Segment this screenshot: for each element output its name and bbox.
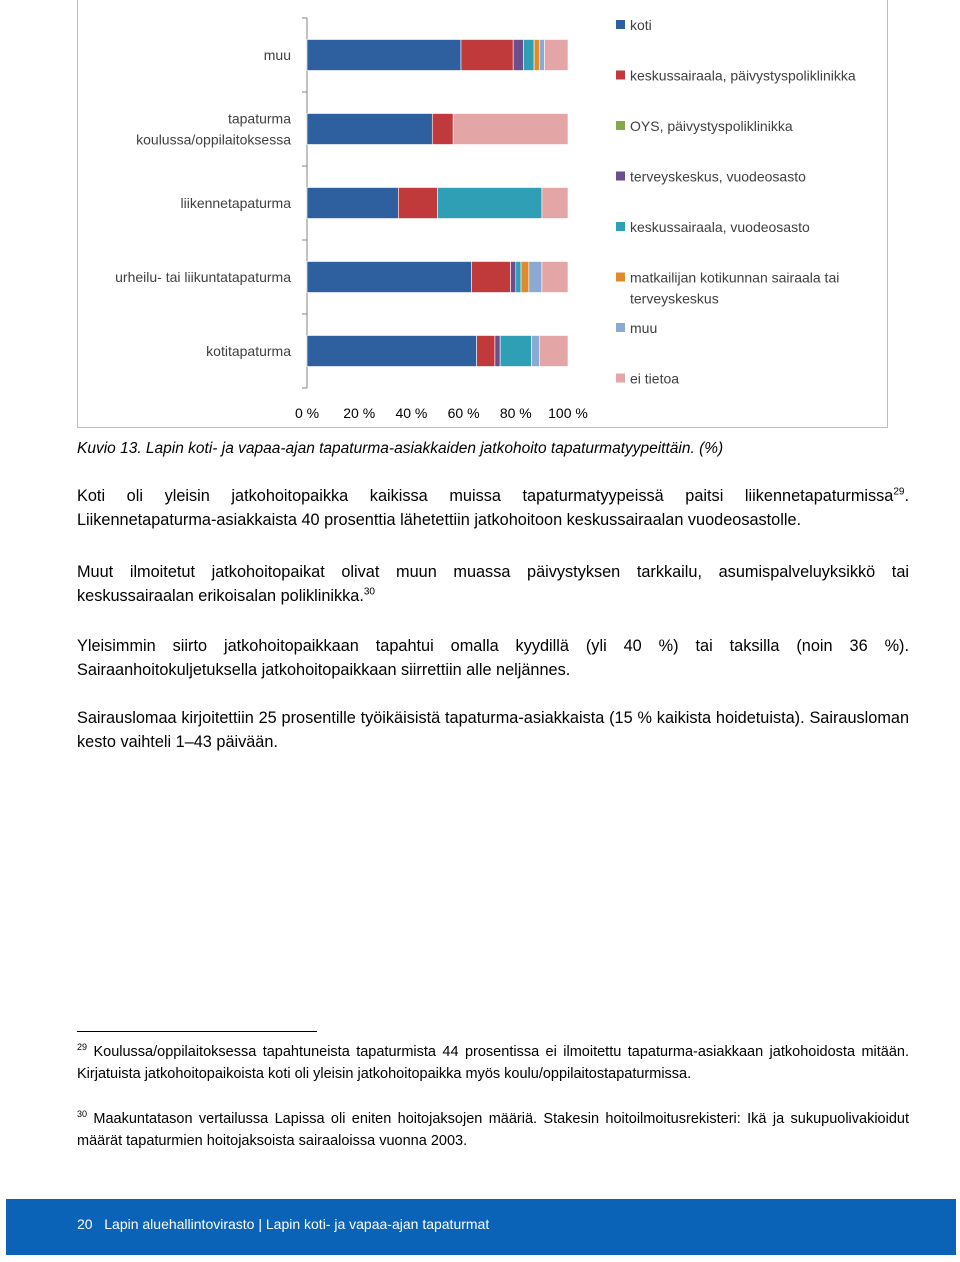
- bar-segment: [461, 40, 513, 71]
- legend-label: matkailijan kotikunnan sairaala tai: [630, 269, 840, 286]
- bar-segment: [534, 40, 539, 71]
- paragraph-1-text-cont: . Liikennetapaturma-asiakkaista 40 prosenttia lähetettiin jatkohoitoon keskussairaalan vuodeosastolle.: [77, 487, 909, 529]
- bar-segment: [539, 336, 568, 367]
- legend-swatch: [616, 273, 625, 282]
- footnote-separator: [77, 1031, 317, 1032]
- x-tick-label: 20 %: [343, 405, 376, 421]
- x-tick-label: 0 %: [294, 405, 320, 421]
- legend-swatch: [616, 222, 625, 231]
- footnote-ref-30: 30: [363, 586, 375, 598]
- bar-segment: [432, 114, 453, 145]
- bar-segment: [398, 188, 437, 219]
- legend-swatch: [616, 172, 625, 181]
- legend-label: keskussairaala, päivystyspoliklinikka: [630, 67, 856, 84]
- category-label: kotitapaturma: [206, 343, 291, 359]
- footnote-29: [77, 1041, 909, 1085]
- footnote-30-number: 30: [77, 1109, 88, 1120]
- category-label: muu: [263, 47, 291, 63]
- legend-swatch: [616, 374, 625, 383]
- bar-segment: [516, 262, 521, 293]
- x-tick-label: 40 %: [395, 405, 428, 421]
- paragraph-4: [77, 706, 909, 754]
- bar-segment: [524, 40, 534, 71]
- bar-segment: [542, 188, 568, 219]
- bar-segment: [438, 188, 542, 219]
- legend-label: terveyskeskus, vuodeosasto: [630, 168, 806, 185]
- bar-segment: [539, 40, 544, 71]
- legend-label: koti: [630, 17, 652, 33]
- bar-segment: [513, 40, 523, 71]
- footnote-29-number: 29: [77, 1042, 88, 1053]
- stacked-bar-chart: [78, 0, 889, 428]
- paragraph-4-text: Sairauslomaa kirjoitettiin 25 prosentille työikäisistä tapaturma-asiakkaista (15 % kaikista hoidetuista). Sairausloman kesto vaihteli 1–43 päivään.: [77, 709, 909, 751]
- footer-title: Lapin aluehallintovirasto | Lapin koti- ja vapaa-ajan tapaturmat: [104, 1216, 490, 1232]
- x-tick-label: 60 %: [447, 405, 480, 421]
- bar-segment: [531, 336, 539, 367]
- footnote-ref-29: 29: [893, 486, 905, 498]
- bar-segment: [521, 262, 529, 293]
- bar-segment: [307, 336, 477, 367]
- bar-segment: [500, 336, 531, 367]
- bar-segment: [529, 262, 542, 293]
- category-label: urheilu- tai liikuntatapaturma: [115, 269, 291, 285]
- chart-frame: [77, 0, 888, 428]
- paragraph-3-text: Yleisimmin siirto jatkohoitopaikkaan tapahtui omalla kyydillä (yli 40 %) tai taksilla (noin 36 %). Sairaanhoitokuljetuksella jatkohoitopaikkaan siirrettiin alle neljännes.: [77, 637, 909, 679]
- paragraph-3: [77, 634, 909, 682]
- paragraph-1: [77, 484, 909, 532]
- bar-segment: [495, 336, 500, 367]
- footnote-29-text: Koulussa/oppilaitoksessa tapahtuneista tapaturmista 44 prosentissa ei ilmoitettu tapaturma-asiakkaan jatkohoidosta mitään. Kirjatuista jatkohoitopaikoista koti oli yleisin jatkohoitopaikka myös koulu/oppilaitostapaturmissa.: [77, 1044, 909, 1082]
- x-tick-label: 80 %: [499, 405, 532, 421]
- legend-label: ei tietoa: [630, 370, 680, 387]
- bar-segment: [307, 40, 461, 71]
- bar-segment: [511, 262, 516, 293]
- figure-caption: Kuvio 13. Lapin koti- ja vapaa-ajan tapaturma-asiakkaiden jatkohoito tapaturmatyypeittäin. (%): [77, 440, 724, 457]
- footer-page-number: 20: [77, 1216, 93, 1232]
- legend-label: muu: [630, 320, 658, 336]
- legend-swatch: [616, 121, 625, 130]
- legend-swatch: [616, 20, 625, 29]
- legend-label: terveyskeskus: [630, 290, 719, 307]
- paragraph-2-text: Muut ilmoitetut jatkohoitopaikat olivat muun muassa päivystyksen tarkkailu, asumispalveluyksikkö tai keskussairaalan erikoisalan poliklinikka.: [77, 563, 909, 605]
- bar-segment: [307, 188, 398, 219]
- paragraph-1-text: Koti oli yleisin jatkohoitopaikka kaikissa muissa tapaturmatyypeissä paitsi liikennetapaturmissa: [77, 487, 894, 505]
- page-footer: [6, 1199, 956, 1255]
- bar-segment: [453, 114, 568, 145]
- bar-segment: [307, 114, 432, 145]
- category-label: tapaturma: [227, 110, 291, 127]
- legend-label: OYS, päivystyspoliklinikka: [630, 118, 793, 134]
- footer-text: [77, 1216, 489, 1232]
- bar-segment: [542, 262, 568, 293]
- legend-swatch: [616, 323, 625, 332]
- category-label: koulussa/oppilaitoksessa: [136, 131, 291, 148]
- bar-segment: [307, 262, 471, 293]
- legend-swatch: [616, 71, 625, 80]
- bar-segment: [471, 262, 510, 293]
- bar-segment: [477, 336, 495, 367]
- legend-label: keskussairaala, vuodeosasto: [630, 219, 810, 235]
- paragraph-2: [77, 560, 909, 608]
- footnote-30-text: Maakuntatason vertailussa Lapissa oli eniten hoitojaksojen määriä. Stakesin hoitoilmoitusrekisteri: Ikä ja sukupuolivakioidut määrät tapaturmien hoitojaksoista sairaaloissa vuonna 2003.: [77, 1111, 909, 1149]
- x-tick-label: 100 %: [548, 405, 588, 421]
- footnote-30: [77, 1108, 909, 1152]
- category-label: liikennetapaturma: [180, 195, 291, 211]
- bar-segment: [545, 40, 568, 71]
